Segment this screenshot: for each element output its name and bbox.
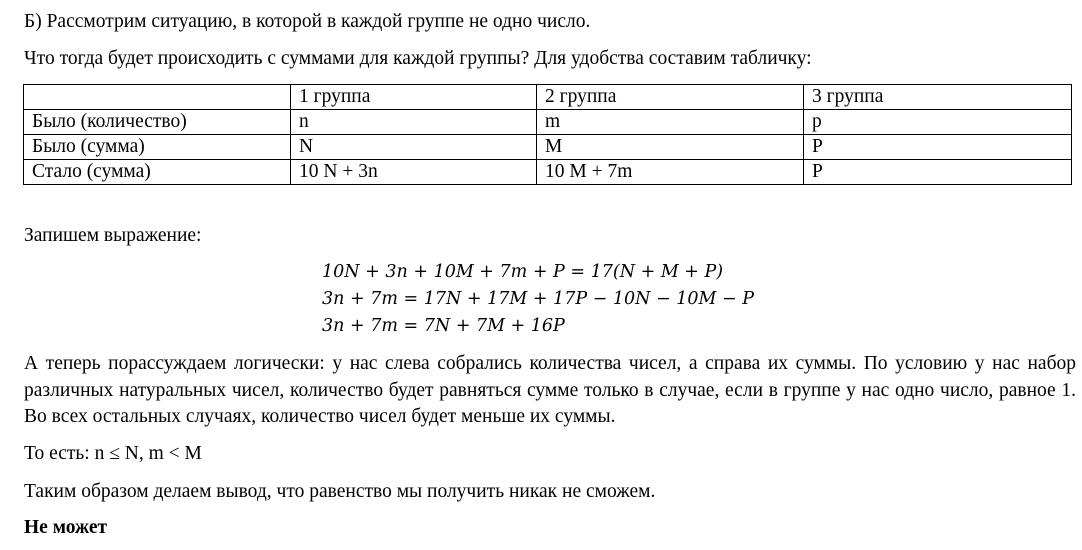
equation-block	[322, 259, 754, 340]
reasoning-paragraph: А теперь порассуждаем логически: у нас слева собрались количества чисел, а справа их суммы. По условию у нас набор различных натуральных чисел, количество будет равняться сумме только в случае, если в группе у нас одно число, равное 1. Во всех остальных случаях, количество чисел будет меньше их суммы.	[24, 353, 1076, 427]
table-row	[24, 110, 1072, 135]
table-cell: n	[291, 110, 537, 135]
table-header-cell: 3 группа	[804, 85, 1072, 110]
table-row	[24, 135, 1072, 160]
conclusion-line: Таким образом делаем вывод, что равенство мы получить никак не сможем.	[24, 481, 656, 502]
table-cell: P	[804, 135, 1072, 160]
table-cell: m	[537, 110, 804, 135]
table-row-label: Было (количество)	[24, 110, 291, 135]
table-cell: 10 N + 3n	[291, 160, 537, 185]
table-cell: P	[804, 160, 1072, 185]
intro-line: Б) Рассмотрим ситуацию, в которой в каждой группе не одно число.	[24, 11, 591, 32]
groups-table	[23, 84, 1072, 185]
table-cell: N	[291, 135, 537, 160]
inequality-line: То есть: n ≤ N, m < M	[24, 443, 202, 464]
table-header-cell: 1 группа	[291, 85, 537, 110]
question-line: Что тогда будет происходить с суммами для каждой группы? Для удобства составим табличку:	[24, 48, 812, 69]
table-cell: M	[537, 135, 804, 160]
table-header-cell	[24, 85, 291, 110]
table-row-label: Стало (сумма)	[24, 160, 291, 185]
table-header-cell: 2 группа	[537, 85, 804, 110]
table-cell: 10 M + 7m	[537, 160, 804, 185]
equation-line: 10𝑁 + 3𝑛 + 10𝑀 + 7𝑚 + 𝑃 = 17(𝑁 + 𝑀 + 𝑃)	[322, 262, 724, 282]
table-row-label: Было (сумма)	[24, 135, 291, 160]
table-cell: p	[804, 110, 1072, 135]
equation-line: 3𝑛 + 7𝑚 = 7𝑁 + 7𝑀 + 16𝑃	[322, 316, 565, 336]
table-row	[24, 160, 1072, 185]
expression-label: Запишем выражение:	[24, 225, 202, 246]
equation-line: 3𝑛 + 7𝑚 = 17𝑁 + 17𝑀 + 17𝑃 − 10𝑁 − 10𝑀 − 𝑃	[322, 289, 755, 309]
table-header-row	[24, 85, 1072, 110]
answer-text: Не может	[24, 517, 108, 538]
